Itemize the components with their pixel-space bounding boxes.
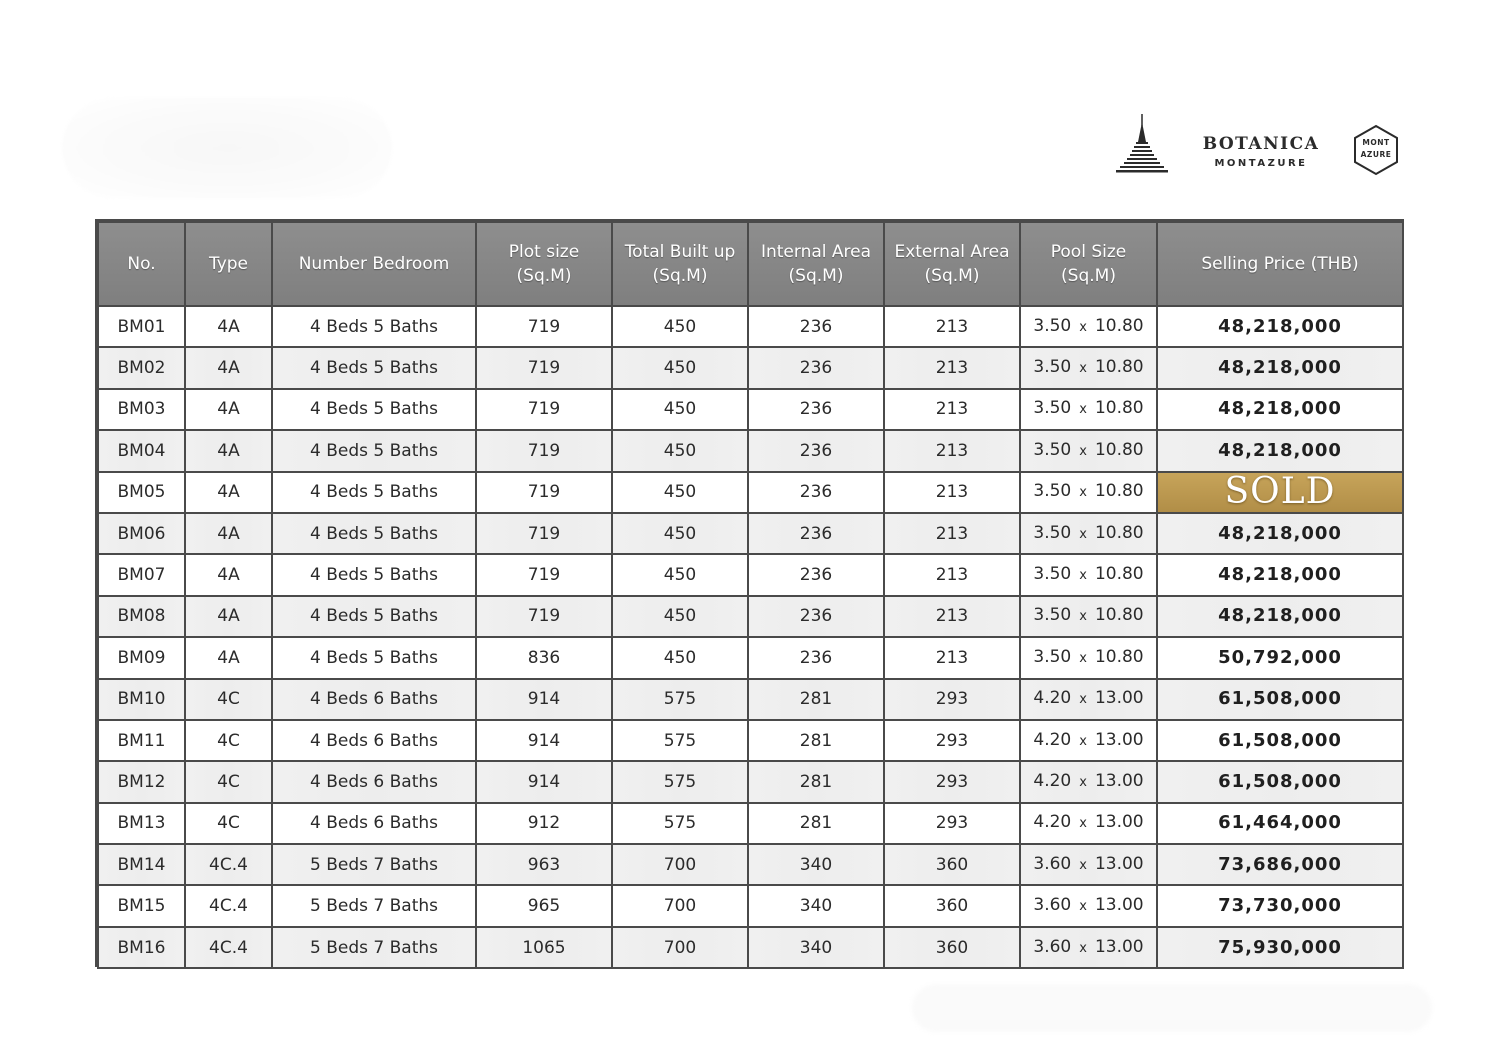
bedroom-cell: 4 Beds 5 Baths	[272, 306, 476, 347]
external-area-cell: 213	[884, 596, 1020, 637]
built-up-cell: 450	[612, 347, 748, 388]
table-row	[98, 844, 1403, 885]
built-up-cell: 575	[612, 761, 748, 802]
pool-width: 3.50	[1033, 315, 1072, 336]
internal-area-cell: 340	[748, 927, 884, 968]
unit-number-cell: BM11	[98, 720, 185, 761]
header-total-built-up-line: (Sq.M)	[652, 266, 708, 286]
pool-length: 10.80	[1094, 439, 1144, 460]
unit-type-cell: 4A	[185, 596, 272, 637]
unit-type-cell: 4A	[185, 513, 272, 554]
unit-type-cell: 4C.4	[185, 885, 272, 926]
bedroom-cell: 4 Beds 5 Baths	[272, 389, 476, 430]
bedroom-cell: 4 Beds 5 Baths	[272, 513, 476, 554]
external-area-cell: 293	[884, 679, 1020, 720]
header-internal-area-line: (Sq.M)	[788, 266, 844, 286]
external-area-cell: 293	[884, 761, 1020, 802]
bedroom-cell: 4 Beds 5 Baths	[272, 430, 476, 471]
unit-type-cell: 4A	[185, 347, 272, 388]
unit-type-cell: 4A	[185, 554, 272, 595]
header-plot-size-line: Plot size	[508, 242, 580, 262]
selling-price-cell: 48,218,000	[1157, 554, 1403, 595]
header-number-bedroom-line: Number Bedroom	[298, 254, 450, 274]
internal-area-cell: 236	[748, 347, 884, 388]
pool-size-cell	[1020, 761, 1157, 802]
pool-width: 3.50	[1033, 481, 1072, 502]
brand-name: BOTANICA	[1202, 134, 1320, 154]
plot-size-cell: 914	[476, 720, 612, 761]
table-row	[98, 885, 1403, 926]
table-row	[98, 472, 1403, 513]
pool-width: 4.20	[1033, 729, 1072, 750]
faded-title-background	[62, 98, 392, 198]
table-row	[98, 389, 1403, 430]
pool-size-cell	[1020, 596, 1157, 637]
badge-line-2: AZURE	[1360, 150, 1392, 159]
plot-size-cell: 719	[476, 430, 612, 471]
pool-separator: x	[1079, 443, 1087, 459]
bedroom-cell: 5 Beds 7 Baths	[272, 844, 476, 885]
header-external-area	[884, 222, 1020, 306]
header-external-area-line: (Sq.M)	[924, 266, 980, 286]
pool-size-cell	[1020, 927, 1157, 968]
unit-type-cell: 4C.4	[185, 844, 272, 885]
unit-type-cell: 4C.4	[185, 927, 272, 968]
plot-size-cell: 836	[476, 637, 612, 678]
unit-number-cell: BM05	[98, 472, 185, 513]
badge-line-1: MONT	[1362, 138, 1390, 147]
selling-price-cell: 61,508,000	[1157, 720, 1403, 761]
pool-width: 3.50	[1033, 522, 1072, 543]
table-body	[98, 306, 1403, 968]
unit-type-cell: 4A	[185, 389, 272, 430]
unit-number-cell: BM13	[98, 803, 185, 844]
pool-length: 10.80	[1094, 646, 1144, 667]
pool-separator: x	[1079, 899, 1087, 915]
pool-separator: x	[1079, 526, 1087, 542]
selling-price-cell: 73,730,000	[1157, 885, 1403, 926]
internal-area-cell: 236	[748, 306, 884, 347]
pool-separator: x	[1079, 485, 1087, 501]
bedroom-cell: 5 Beds 7 Baths	[272, 885, 476, 926]
built-up-cell: 575	[612, 803, 748, 844]
pool-length: 10.80	[1094, 605, 1144, 626]
pool-width: 3.50	[1033, 646, 1072, 667]
pool-length: 13.00	[1094, 936, 1144, 957]
price-list-table-container	[95, 219, 1404, 967]
plot-size-cell: 1065	[476, 927, 612, 968]
bedroom-cell: 4 Beds 5 Baths	[272, 347, 476, 388]
plot-size-cell: 719	[476, 306, 612, 347]
selling-price-cell: 61,464,000	[1157, 803, 1403, 844]
header-type	[185, 222, 272, 306]
pool-length: 13.00	[1094, 895, 1144, 916]
pool-size-cell	[1020, 803, 1157, 844]
header-selling-price-line: Selling Price (THB)	[1201, 254, 1359, 274]
selling-price-cell: 48,218,000	[1157, 306, 1403, 347]
sold-badge: SOLD	[1157, 472, 1403, 513]
pool-size-cell	[1020, 347, 1157, 388]
selling-price-cell: 48,218,000	[1157, 347, 1403, 388]
table-row	[98, 347, 1403, 388]
pool-separator: x	[1079, 692, 1087, 708]
plot-size-cell: 719	[476, 472, 612, 513]
header-no-line: No.	[127, 254, 156, 274]
pool-width: 3.50	[1033, 564, 1072, 585]
selling-price-cell: 48,218,000	[1157, 389, 1403, 430]
built-up-cell: 450	[612, 513, 748, 554]
internal-area-cell: 340	[748, 885, 884, 926]
unit-type-cell: 4C	[185, 720, 272, 761]
unit-number-cell: BM02	[98, 347, 185, 388]
header-total-built-up-line: Total Built up	[624, 242, 736, 262]
plot-size-cell: 719	[476, 389, 612, 430]
pool-separator: x	[1079, 816, 1087, 832]
external-area-cell: 213	[884, 637, 1020, 678]
pool-length: 10.80	[1094, 315, 1144, 336]
external-area-cell: 213	[884, 472, 1020, 513]
plot-size-cell: 965	[476, 885, 612, 926]
header-plot-size-line: (Sq.M)	[516, 266, 572, 286]
pool-length: 10.80	[1094, 357, 1144, 378]
unit-type-cell: 4A	[185, 472, 272, 513]
pool-width: 3.60	[1033, 936, 1072, 957]
pool-separator: x	[1079, 319, 1087, 335]
plot-size-cell: 912	[476, 803, 612, 844]
built-up-cell: 700	[612, 927, 748, 968]
pool-size-cell	[1020, 430, 1157, 471]
bedroom-cell: 4 Beds 5 Baths	[272, 472, 476, 513]
price-list-table	[97, 221, 1404, 969]
pool-length: 13.00	[1094, 812, 1144, 833]
header-pool-size	[1020, 222, 1157, 306]
internal-area-cell: 236	[748, 430, 884, 471]
built-up-cell: 450	[612, 389, 748, 430]
header-internal-area	[748, 222, 884, 306]
internal-area-cell: 281	[748, 679, 884, 720]
pool-width: 3.50	[1033, 605, 1072, 626]
unit-type-cell: 4C	[185, 803, 272, 844]
built-up-cell: 700	[612, 885, 748, 926]
header-total-built-up	[612, 222, 748, 306]
internal-area-cell: 236	[748, 513, 884, 554]
pool-size-cell	[1020, 637, 1157, 678]
external-area-cell: 360	[884, 885, 1020, 926]
pool-width: 4.20	[1033, 770, 1072, 791]
external-area-cell: 360	[884, 844, 1020, 885]
pool-width: 3.50	[1033, 357, 1072, 378]
pool-width: 4.20	[1033, 688, 1072, 709]
pool-length: 13.00	[1094, 770, 1144, 791]
unit-type-cell: 4A	[185, 306, 272, 347]
pool-separator: x	[1079, 774, 1087, 790]
internal-area-cell: 236	[748, 637, 884, 678]
unit-number-cell: BM08	[98, 596, 185, 637]
pagoda-icon	[1112, 112, 1172, 176]
bedroom-cell: 4 Beds 6 Baths	[272, 803, 476, 844]
internal-area-cell: 340	[748, 844, 884, 885]
pool-separator: x	[1079, 609, 1087, 625]
built-up-cell: 450	[612, 306, 748, 347]
brand-wordmark	[1196, 134, 1326, 169]
bedroom-cell: 4 Beds 6 Baths	[272, 720, 476, 761]
external-area-cell: 293	[884, 720, 1020, 761]
internal-area-cell: 236	[748, 389, 884, 430]
built-up-cell: 450	[612, 430, 748, 471]
pool-separator: x	[1079, 361, 1087, 377]
pool-length: 10.80	[1094, 398, 1144, 419]
table-row	[98, 306, 1403, 347]
brand-logo	[1112, 112, 1412, 182]
table-row	[98, 430, 1403, 471]
external-area-cell: 213	[884, 389, 1020, 430]
header-internal-area-line: Internal Area	[760, 242, 872, 262]
pool-length: 13.00	[1094, 688, 1144, 709]
built-up-cell: 450	[612, 554, 748, 595]
external-area-cell: 213	[884, 430, 1020, 471]
plot-size-cell: 719	[476, 513, 612, 554]
unit-number-cell: BM03	[98, 389, 185, 430]
pool-width: 3.50	[1033, 439, 1072, 460]
header-selling-price	[1157, 222, 1403, 306]
pool-width: 3.50	[1033, 398, 1072, 419]
pool-separator: x	[1079, 568, 1087, 584]
unit-number-cell: BM12	[98, 761, 185, 802]
plot-size-cell: 719	[476, 554, 612, 595]
internal-area-cell: 281	[748, 803, 884, 844]
internal-area-cell: 236	[748, 554, 884, 595]
selling-price-cell: 75,930,000	[1157, 927, 1403, 968]
table-row	[98, 720, 1403, 761]
pool-length: 13.00	[1094, 729, 1144, 750]
table-row	[98, 554, 1403, 595]
unit-type-cell: 4A	[185, 430, 272, 471]
built-up-cell: 575	[612, 720, 748, 761]
header-type-line: Type	[208, 254, 249, 274]
bedroom-cell: 4 Beds 5 Baths	[272, 637, 476, 678]
header-pool-size-line: Pool Size	[1050, 242, 1127, 262]
plot-size-cell: 719	[476, 347, 612, 388]
pool-length: 13.00	[1094, 853, 1144, 874]
plot-size-cell: 719	[476, 596, 612, 637]
table-row	[98, 637, 1403, 678]
header-number-bedroom	[272, 222, 476, 306]
unit-number-cell: BM06	[98, 513, 185, 554]
plot-size-cell: 963	[476, 844, 612, 885]
unit-number-cell: BM14	[98, 844, 185, 885]
selling-price-cell: 61,508,000	[1157, 679, 1403, 720]
table-row	[98, 596, 1403, 637]
pool-size-cell	[1020, 720, 1157, 761]
table-row	[98, 513, 1403, 554]
built-up-cell: 575	[612, 679, 748, 720]
pool-separator: x	[1079, 940, 1087, 956]
pool-width: 3.60	[1033, 853, 1072, 874]
built-up-cell: 450	[612, 637, 748, 678]
pool-size-cell	[1020, 554, 1157, 595]
selling-price-cell: 48,218,000	[1157, 513, 1403, 554]
external-area-cell: 360	[884, 927, 1020, 968]
internal-area-cell: 281	[748, 720, 884, 761]
pool-size-cell	[1020, 389, 1157, 430]
pool-separator: x	[1079, 402, 1087, 418]
pool-size-cell	[1020, 513, 1157, 554]
pool-width: 4.20	[1033, 812, 1072, 833]
table-row	[98, 761, 1403, 802]
bedroom-cell: 4 Beds 5 Baths	[272, 554, 476, 595]
bedroom-cell: 4 Beds 5 Baths	[272, 596, 476, 637]
unit-number-cell: BM07	[98, 554, 185, 595]
selling-price-cell: 48,218,000	[1157, 596, 1403, 637]
pool-size-cell	[1020, 885, 1157, 926]
bedroom-cell: 4 Beds 6 Baths	[272, 761, 476, 802]
pool-length: 10.80	[1094, 481, 1144, 502]
pool-size-cell	[1020, 844, 1157, 885]
pool-separator: x	[1079, 650, 1087, 666]
header-pool-size-line: (Sq.M)	[1061, 266, 1116, 286]
plot-size-cell: 914	[476, 679, 612, 720]
mont-azure-badge-text	[1352, 137, 1400, 161]
bedroom-cell: 4 Beds 6 Baths	[272, 679, 476, 720]
unit-number-cell: BM16	[98, 927, 185, 968]
header-plot-size	[476, 222, 612, 306]
table-row	[98, 927, 1403, 968]
pool-separator: x	[1079, 857, 1087, 873]
unit-type-cell: 4A	[185, 637, 272, 678]
table-row	[98, 803, 1403, 844]
plot-size-cell: 914	[476, 761, 612, 802]
bedroom-cell: 5 Beds 7 Baths	[272, 927, 476, 968]
built-up-cell: 700	[612, 844, 748, 885]
selling-price-cell: 48,218,000	[1157, 430, 1403, 471]
unit-type-cell: 4C	[185, 679, 272, 720]
built-up-cell: 450	[612, 596, 748, 637]
pool-length: 10.80	[1094, 564, 1144, 585]
selling-price-cell: 50,792,000	[1157, 637, 1403, 678]
external-area-cell: 213	[884, 513, 1020, 554]
pool-size-cell	[1020, 472, 1157, 513]
external-area-cell: 213	[884, 347, 1020, 388]
table-row	[98, 679, 1403, 720]
internal-area-cell: 236	[748, 596, 884, 637]
header-external-area-line: External Area	[894, 242, 1010, 262]
external-area-cell: 213	[884, 554, 1020, 595]
unit-number-cell: BM04	[98, 430, 185, 471]
built-up-cell: 450	[612, 472, 748, 513]
external-area-cell: 293	[884, 803, 1020, 844]
pool-size-cell	[1020, 679, 1157, 720]
pool-separator: x	[1079, 733, 1087, 749]
external-area-cell: 213	[884, 306, 1020, 347]
brand-subtitle: MONTAZURE	[1214, 158, 1308, 169]
pool-size-cell	[1020, 306, 1157, 347]
pool-width: 3.60	[1033, 895, 1072, 916]
unit-type-cell: 4C	[185, 761, 272, 802]
header-no	[98, 222, 185, 306]
pool-length: 10.80	[1094, 522, 1144, 543]
unit-number-cell: BM15	[98, 885, 185, 926]
table-header-row	[98, 222, 1403, 306]
faded-footer-background	[912, 984, 1432, 1032]
internal-area-cell: 281	[748, 761, 884, 802]
internal-area-cell: 236	[748, 472, 884, 513]
unit-number-cell: BM01	[98, 306, 185, 347]
selling-price-cell: 61,508,000	[1157, 761, 1403, 802]
selling-price-cell: 73,686,000	[1157, 844, 1403, 885]
unit-number-cell: BM10	[98, 679, 185, 720]
unit-number-cell: BM09	[98, 637, 185, 678]
